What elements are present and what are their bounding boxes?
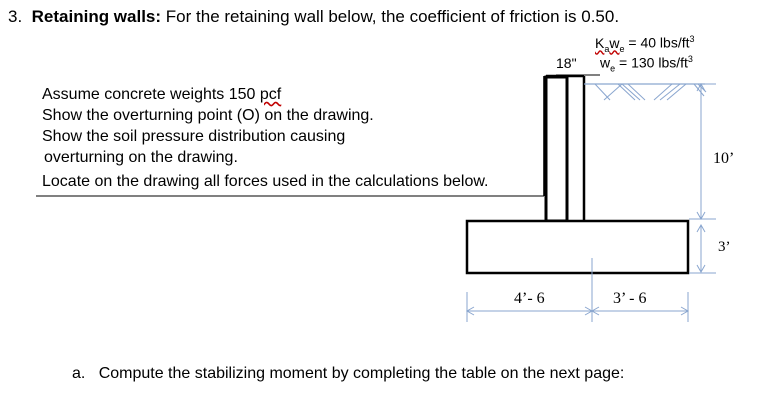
instruction-concrete-weight: Assume concrete weights 150 pcf [42, 86, 282, 103]
question-text: Compute the stabilizing moment by completing the table on the next page: [98, 365, 625, 382]
stem-width-label: 18" [556, 55, 577, 71]
problem-number: 3. [8, 7, 23, 26]
problem-title: Retaining walls: [31, 7, 162, 26]
kawe-symbol: $K_aw_e$ [595, 34, 625, 54]
soil-weight-value: $w_e = 130$ lbs/$ft^3$ [600, 54, 693, 74]
toe-length-label: 4’- 6 [511, 291, 548, 307]
instruction-soil-pressure: Show the soil pressure distribution causing [42, 128, 346, 145]
active-pressure-value: $K_aw_e = 40$ lbs/$ft^3$ [595, 34, 695, 54]
footing-thickness-label: 3’ [718, 239, 731, 255]
soil-hatching [595, 84, 706, 100]
instruction-forces: Locate on the drawing all forces used in the calculations below. [42, 173, 489, 190]
height-label: 10’ [713, 150, 735, 167]
wall-stem [546, 77, 567, 221]
height-dimension [689, 84, 716, 273]
problem-statement: For the retaining wall below, the coefficient of friction is 0.50. [165, 7, 620, 26]
instruction-overturning-point: Show the overturning point (O) on the drawing. [42, 107, 374, 124]
question-label: a. [72, 365, 86, 382]
footing [467, 221, 688, 273]
heel-length-label: 3’ - 6 [610, 291, 649, 307]
question-a [72, 366, 624, 382]
instruction-overturning: overturning on the drawing. [44, 149, 238, 166]
